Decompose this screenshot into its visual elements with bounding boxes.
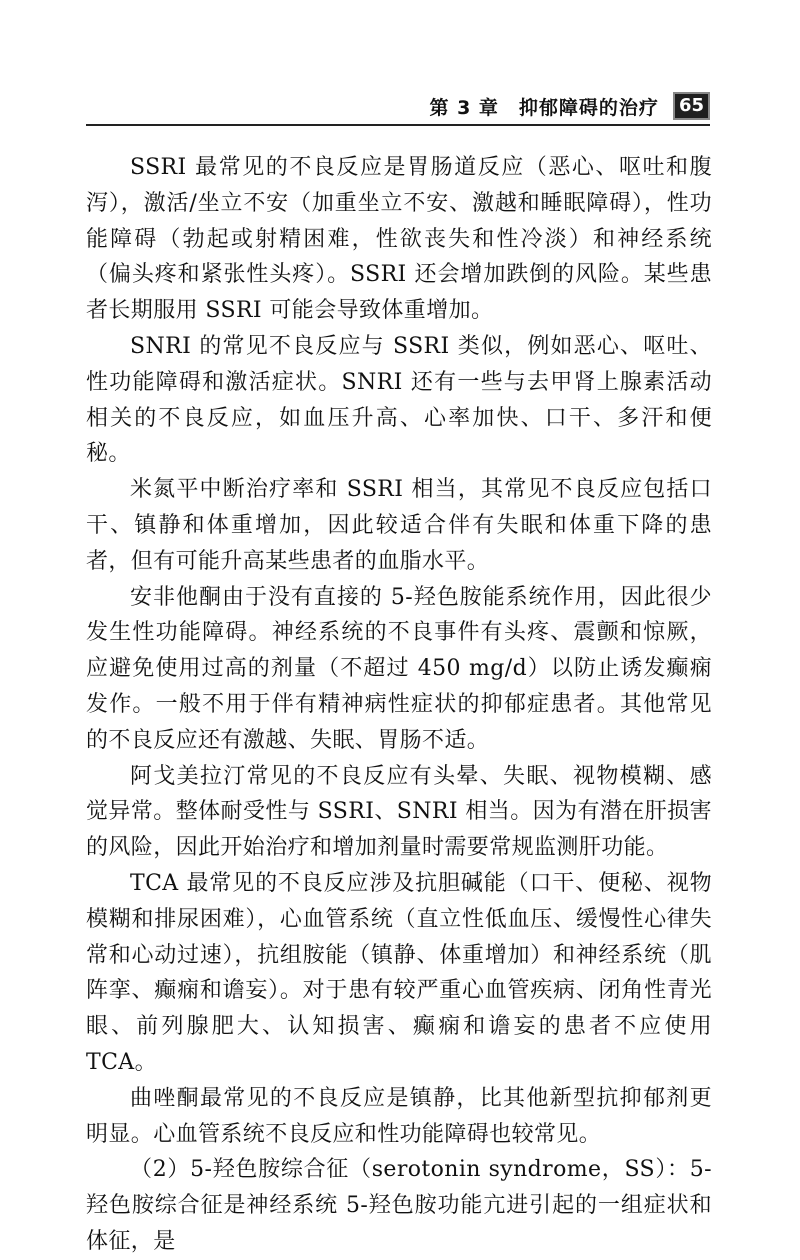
paragraph-mirtazapine: 米氮平中断治疗率和 SSRI 相当，其常见不良反应包括口干、镇静和体重增加，因此较适合伴有失眠和体重下降的患者，但有可能升高某些患者的血脂水平。 bbox=[86, 477, 712, 574]
paragraph-tca: TCA 最常见的不良反应涉及抗胆碱能（口干、便秘、视物模糊和排尿困难），心血管系统（直立性低血压、缓慢性心律失常和心动过速），抗组胺能（镇静、体重增加）和神经系统（肌阵挛、癫痫和谵妄）。对于患有较严重心血管疾病、闭角性青光眼、前列腺肥大、认知损害、癫痫和谵妄的患者不应使用 TCA。 bbox=[86, 870, 712, 1075]
paragraph-snri: SNRI 的常见不良反应与 SSRI 类似，例如恶心、呕吐、性功能障碍和激活症状。SNRI 还有一些与去甲肾上腺素活动相关的不良反应，如血压升高、心率加快、口干、多汗和便秘。 bbox=[86, 333, 712, 467]
running-header bbox=[86, 88, 710, 126]
paragraph-serotonin-syndrome: （2）5-羟色胺综合征（serotonin syndrome，SS）：5-羟色胺综合征是神经系统 5-羟色胺功能亢进引起的一组症状和体征，是 bbox=[86, 1157, 712, 1254]
page-number-badge: 65 bbox=[673, 92, 710, 120]
page-body bbox=[86, 150, 712, 1260]
paragraph-ssri: SSRI 最常见的不良反应是胃肠道反应（恶心、呕吐和腹泻），激活/坐立不安（加重坐立不安、激越和睡眠障碍），性功能障碍（勃起或射精困难，性欲丧失和性冷淡）和神经系统（偏头疼和紧张性头疼）。SSRI 还会增加跌倒的风险。某些患者长期服用 SSRI 可能会导致体重增加。 bbox=[86, 155, 712, 324]
paragraph-bupropion: 安非他酮由于没有直接的 5-羟色胺能系统作用，因此很少发生性功能障碍。神经系统的不良事件有头疼、震颤和惊厥，应避免使用过高的剂量（不超过 450 mg/d）以防止诱发癫痫发作。一般不用于伴有精神病性症状的抑郁症患者。其他常见的不良反应还有激越、失眠、胃肠不适。 bbox=[86, 584, 712, 753]
paragraph-trazodone: 曲唑酮最常见的不良反应是镇静，比其他新型抗抑郁剂更明显。心血管系统不良反应和性功能障碍也较常见。 bbox=[86, 1085, 712, 1147]
chapter-title: 第 3 章 抑郁障碍的治疗 bbox=[429, 96, 659, 119]
paragraph-agomelatine: 阿戈美拉汀常见的不良反应有头晕、失眠、视物模糊、感觉异常。整体耐受性与 SSRI、SNRI 相当。因为有潜在肝损害的风险，因此开始治疗和增加剂量时需要常规监测肝功能。 bbox=[86, 763, 712, 861]
